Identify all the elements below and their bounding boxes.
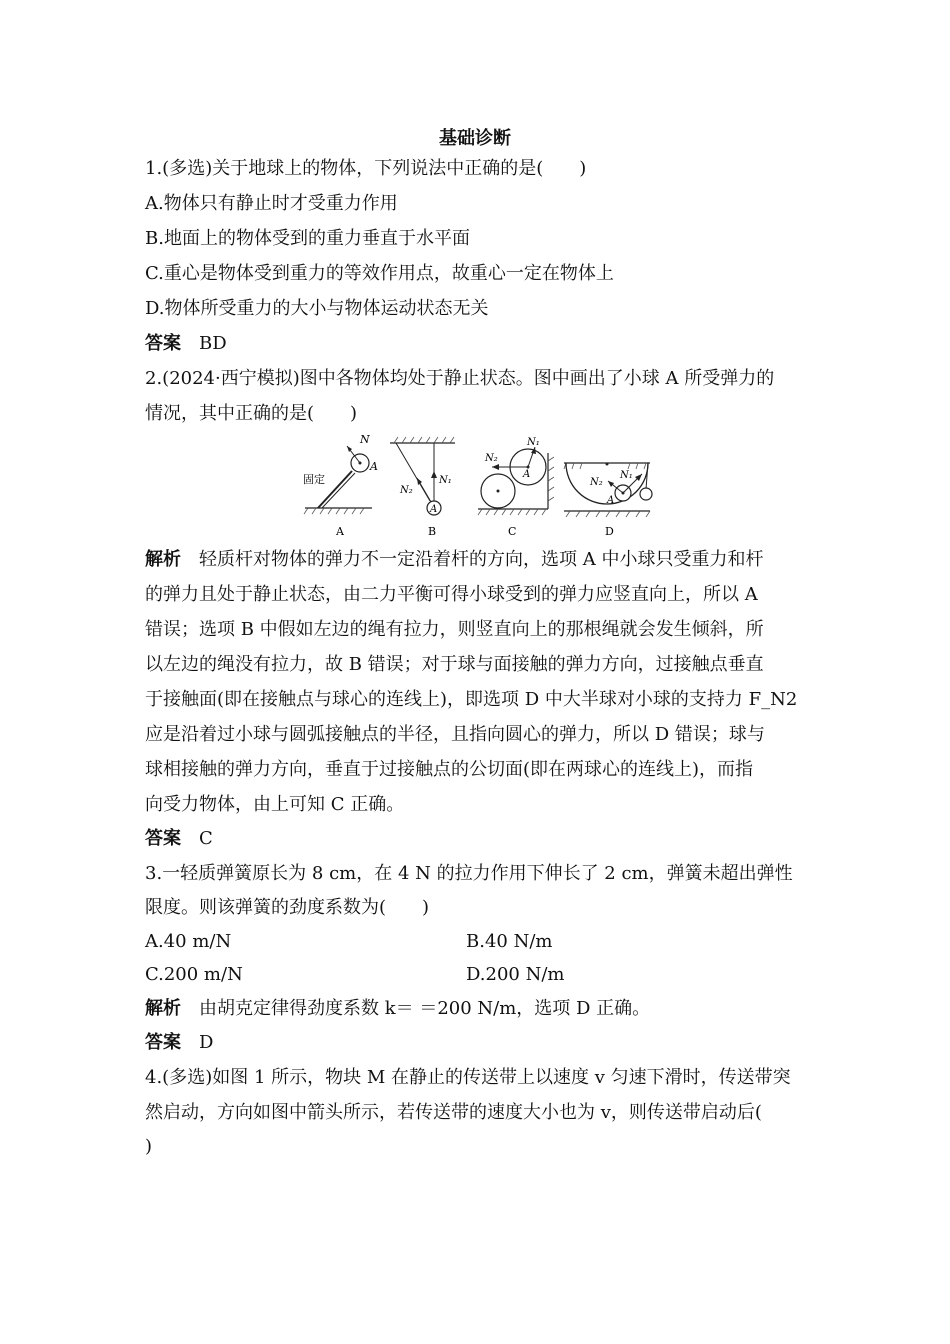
figure-panel-a xyxy=(303,433,378,538)
q3-stem-line2: 限度。则该弹簧的劲度系数为( ) xyxy=(145,897,430,918)
fixed-label: 固定 xyxy=(303,473,325,486)
answer-label: 答案 xyxy=(145,828,181,849)
force-label-n: N xyxy=(360,433,370,446)
force-label-n1-c: N₁ xyxy=(527,437,540,448)
answer-value: C xyxy=(199,828,213,849)
panel-label-a: A xyxy=(336,525,344,538)
force-label-n2-d: N₂ xyxy=(590,477,603,488)
q3-answer xyxy=(145,1030,213,1056)
q1-option-c: C.重心是物体受到重力的等效作用点，故重心一定在物体上 xyxy=(145,263,614,284)
q4-stem-line1: 4.(多选)如图 1 所示，物块 M 在静止的传送带上以速度 v 匀速下滑时，传送带突 xyxy=(145,1067,791,1088)
q3-option-b: B.40 N/m xyxy=(466,931,553,952)
q1-option-a: A.物体只有静止时才受重力作用 xyxy=(145,193,398,214)
q2-analysis-line8: 向受力物体，由上可知 C 正确。 xyxy=(145,794,405,815)
q4-stem-line3: ) xyxy=(145,1136,153,1157)
q2-stem-line1: 2.(2024·西宁模拟)图中各物体均处于静止状态。图中画出了小球 A 所受弹力的 xyxy=(145,368,775,389)
q2-analysis-line7: 球相接触的弹力方向，垂直于过接触点的公切面(即在两球心的连线上)，而指 xyxy=(145,759,754,780)
analysis-text: 轻质杆对物体的弹力不一定沿着杆的方向，选项 A 中小球只受重力和杆 xyxy=(199,549,764,570)
q2-analysis-line2: 的弹力且处于静止状态，由二力平衡可得小球受到的弹力应竖直向上，所以 A xyxy=(145,584,758,605)
q4-stem-line2: 然启动，方向如图中箭头所示，若传送带的速度大小也为 v，则传送带启动后( xyxy=(145,1102,762,1123)
analysis-text: 由胡克定律得劲度系数 k＝ ＝200 N/m，选项 D 正确。 xyxy=(199,998,651,1019)
q3-stem-line1: 3.一轻质弹簧原长为 8 cm，在 4 N 的拉力作用下伸长了 2 cm，弹簧未超出弹性 xyxy=(145,863,793,884)
force-label-n2: N₂ xyxy=(400,485,413,496)
answer-label: 答案 xyxy=(145,1032,181,1053)
answer-value: BD xyxy=(199,333,227,354)
q3-option-a: A.40 m/N xyxy=(145,931,232,952)
q1-stem: 1.(多选)关于地球上的物体，下列说法中正确的是( ) xyxy=(145,158,587,179)
force-label-n1-d: N₁ xyxy=(620,470,633,481)
figure-panel-c xyxy=(478,437,554,538)
ball-label-c: A xyxy=(523,469,531,480)
q2-analysis-line3: 错误；选项 B 中假如左边的绳有拉力，则竖直向上的那根绳就会发生倾斜，所 xyxy=(145,619,764,640)
q1-answer xyxy=(145,331,227,357)
q1-option-d: D.物体所受重力的大小与物体运动状态无关 xyxy=(145,298,489,319)
analysis-label: 解析 xyxy=(145,998,181,1019)
q2-analysis-line4: 以左边的绳没有拉力，故 B 错误；对于球与面接触的弹力方向，过接触点垂直 xyxy=(145,654,764,675)
answer-value: D xyxy=(199,1032,214,1053)
q2-analysis-line1 xyxy=(145,547,763,573)
q2-stem-line2: 情况，其中正确的是( ) xyxy=(145,403,358,424)
q3-analysis xyxy=(145,996,650,1022)
section-title: 基础诊断 xyxy=(439,128,511,149)
panel-label-d: D xyxy=(605,525,614,538)
q3-option-d: D.200 N/m xyxy=(466,964,565,985)
ball-label-b: A xyxy=(430,504,438,515)
q3-option-c: C.200 m/N xyxy=(145,964,243,985)
q2-analysis-line5: 于接触面(即在接触点与球心的连线上)，即选项 D 中大半球对小球的支持力 F_N2 xyxy=(145,689,798,710)
figure-panel-d xyxy=(564,463,652,539)
q2-figure xyxy=(300,433,660,543)
q2-answer xyxy=(145,826,213,852)
q2-analysis-line6: 应是沿着过小球与圆弧接触点的半径，且指向圆心的弹力，所以 D 错误；球与 xyxy=(145,724,765,745)
figure-panel-b xyxy=(390,437,455,538)
ball-label: A xyxy=(370,460,378,473)
panel-label-c: C xyxy=(508,525,517,538)
q1-option-b: B.地面上的物体受到的重力垂直于水平面 xyxy=(145,228,470,249)
ball-label-d: A xyxy=(607,495,615,506)
force-label-n2-c: N₂ xyxy=(485,453,498,464)
panel-label-b: B xyxy=(428,525,437,538)
force-label-n1: N₁ xyxy=(439,475,452,486)
analysis-label: 解析 xyxy=(145,549,181,570)
answer-label: 答案 xyxy=(145,333,181,354)
